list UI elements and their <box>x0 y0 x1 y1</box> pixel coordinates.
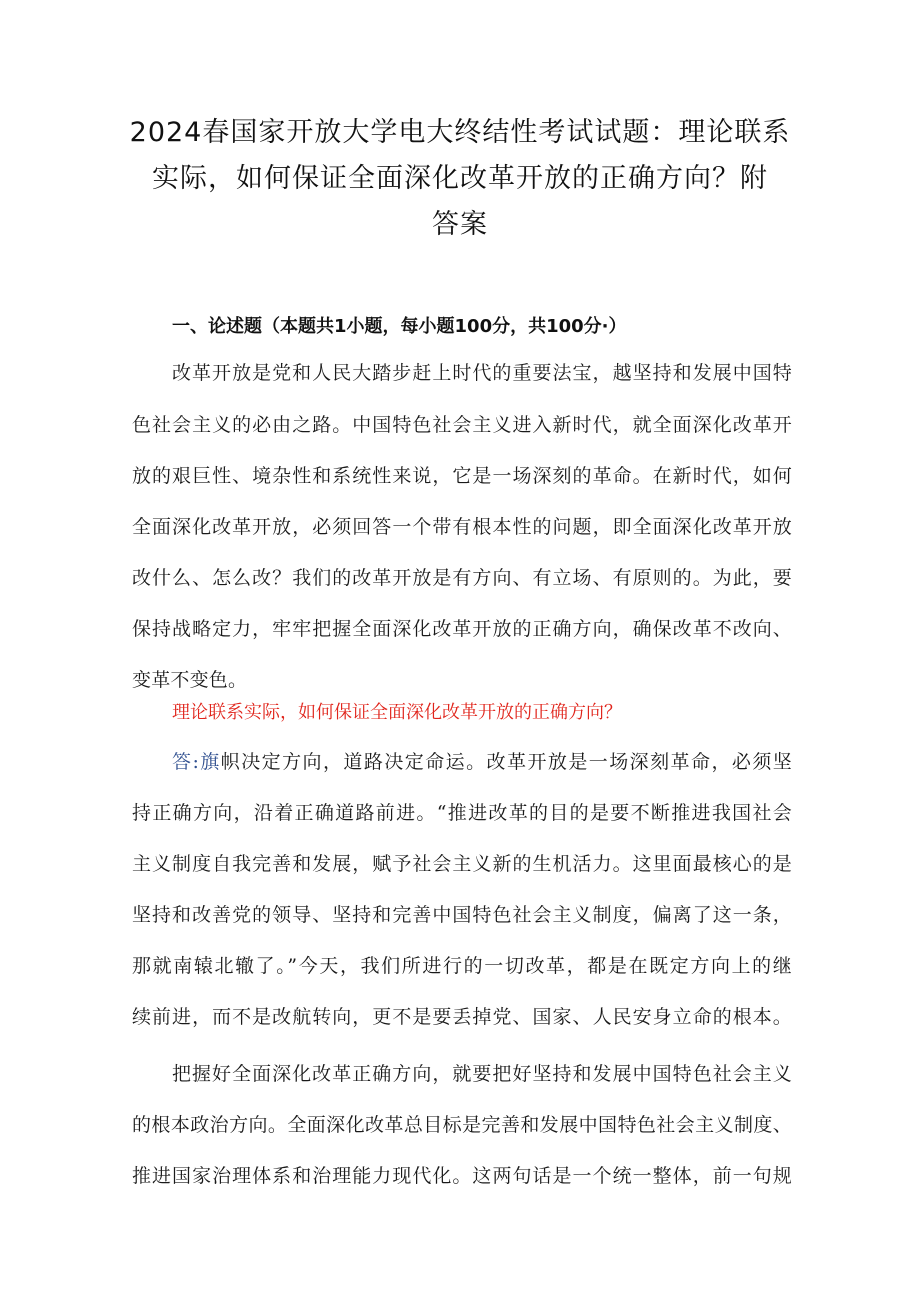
paragraph-line: 的根本政治方向。全面深化改革总目标是完善和发展中国特色社会主义制度、 <box>132 1114 792 1136</box>
intro-line: 保持战略定力，牢牢把握全面深化改革开放的正确方向，确保改革不改向、 <box>132 618 792 640</box>
intro-line: 色社会主义的必由之路。中国特色社会主义进入新时代，就全面深化改革开 <box>132 414 792 436</box>
answer-line: 主义制度自我完善和发展，赋予社会主义新的生机活力。这里面最核心的是 <box>132 853 792 875</box>
paragraph-line: 推进国家治理体系和治理能力现代化。这两句话是一个统一整体，前一句规 <box>132 1165 792 1187</box>
section-heading: 一、论述题（本题共1小题，每小题100分，共100分·） <box>172 316 627 337</box>
document-title <box>120 110 800 248</box>
answer-line: 那就南辕北辙了。”今天，我们所进行的一切改革，都是在既定方向上的继 <box>132 955 792 977</box>
answer-label: 答:旗 <box>172 751 221 773</box>
title-line-3: 答案 <box>432 209 488 240</box>
intro-line: 改革开放是党和人民大踏步赶上时代的重要法宝，越坚持和发展中国特 <box>172 362 792 384</box>
answer-line: 坚持和改善党的领导、坚持和完善中国特色社会主义制度，偏离了这一条， <box>132 904 792 926</box>
answer-line: 续前进，而不是改航转向，更不是要丢掉党、国家、人民安身立命的根本。 <box>132 1006 792 1028</box>
intro-line: 放的艰巨性、境杂性和系统性来说，它是一场深刻的革命。在新时代，如何 <box>132 465 792 487</box>
answer-first-line-text: 帜决定方向，道路决定命运。改革开放是一场深刻革命，必须坚 <box>220 751 792 773</box>
intro-line: 改什么、怎么改？我们的改革开放是有方向、有立场、有原则的。为此，要 <box>132 567 792 589</box>
answer-first-line <box>172 749 792 775</box>
question-heading: 理论联系实际，如何保证全面深化改革开放的正确方向？ <box>172 702 622 723</box>
title-line-2: 实际，如何保证全面深化改革开放的正确方向？附 <box>152 163 768 194</box>
intro-line: 全面深化改革开放，必须回答一个带有根本性的问题，即全面深化改革开放 <box>132 516 792 538</box>
answer-line: 持正确方向，沿着正确道路前进。“推进改革的目的是要不断推进我国社会 <box>132 802 792 824</box>
title-line-1: 2024春国家开放大学电大终结性考试试题：理论联系 <box>129 117 791 148</box>
intro-line: 变革不变色。 <box>132 669 248 691</box>
paragraph-line: 把握好全面深化改革正确方向，就要把好坚持和发展中国特色社会主义 <box>172 1063 792 1085</box>
